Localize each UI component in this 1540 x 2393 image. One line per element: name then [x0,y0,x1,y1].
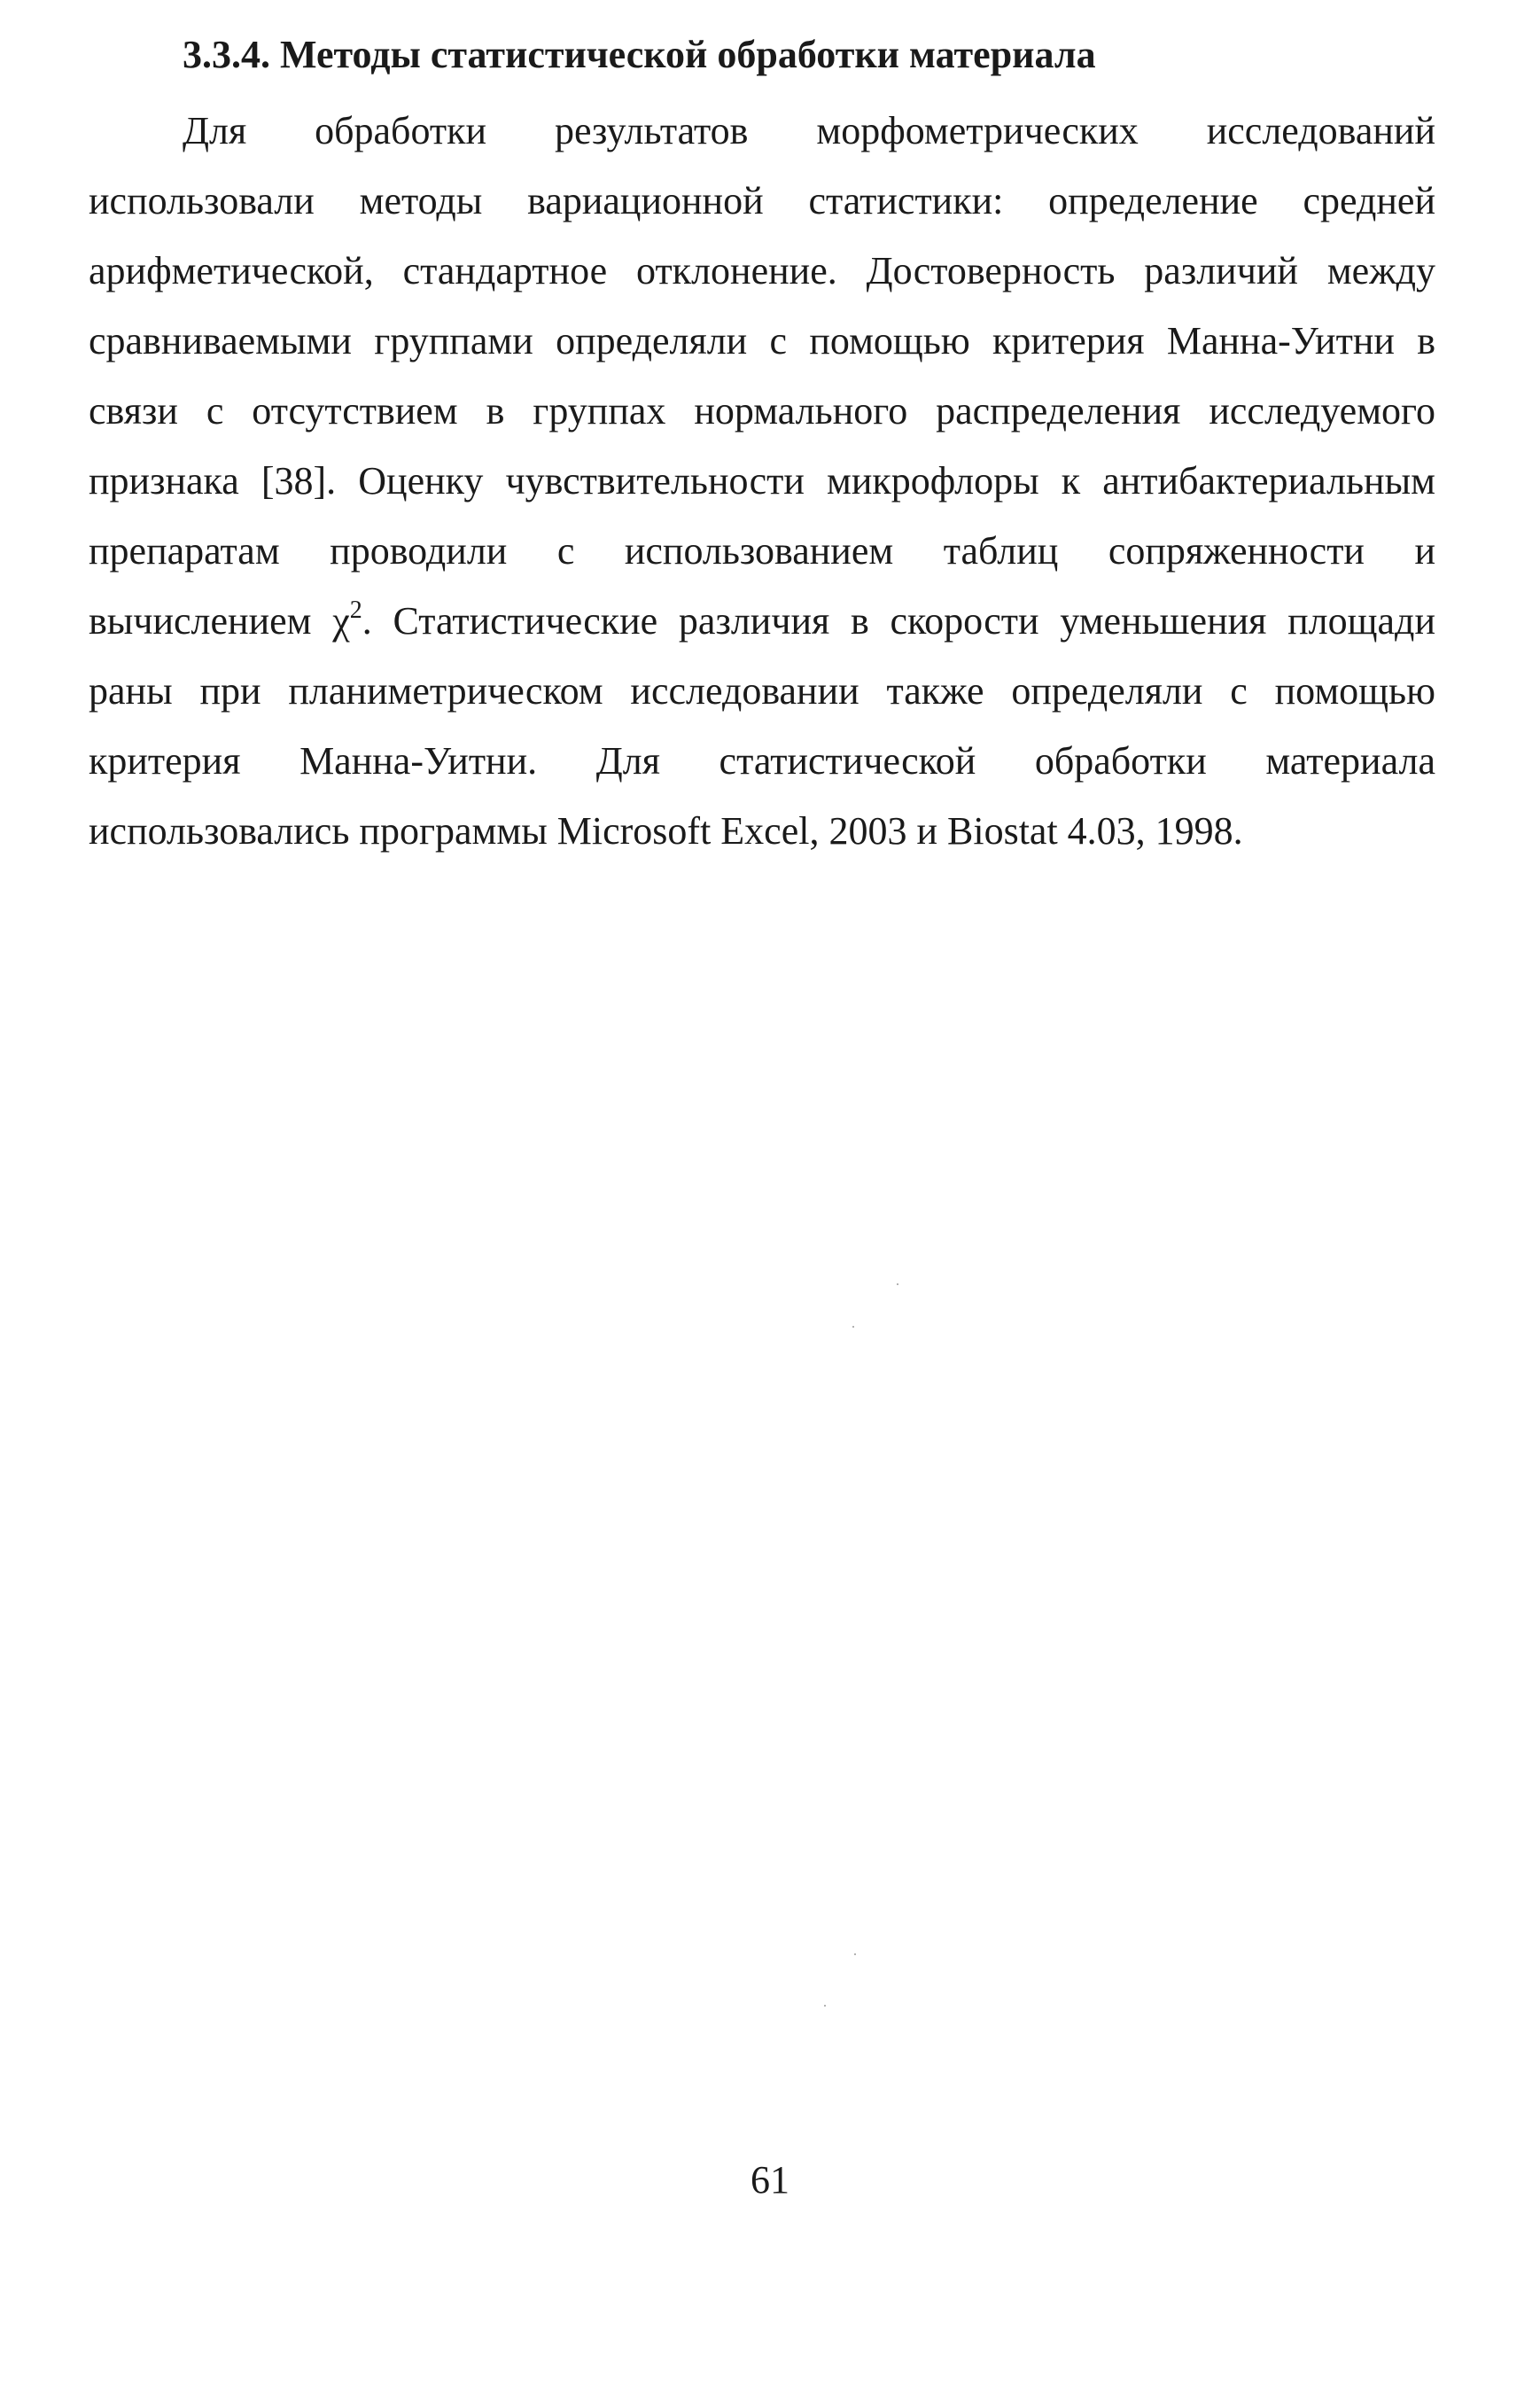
paragraph-line: раны при планиметрическом исследовании также определяли с помощью [89,669,1435,713]
scan-speck [854,1953,856,1955]
paragraph-line: признака [38]. Оценку чувствительности микрофлоры к антибактериальным [89,459,1435,503]
chi-line-suffix: . Статистические различия в скорости уменьшения площади [362,599,1435,643]
chi-exponent: 2 [349,596,362,624]
paragraph-line: сравниваемыми группами определяли с помощью критерия Манна-Уитни в [89,319,1435,362]
scan-speck [824,2005,826,2007]
page-number: 61 [751,2158,789,2202]
chi-line-prefix: вычислением [89,599,333,643]
paragraph-line: использовали методы вариационной статистики: определение средней [89,179,1435,222]
paragraph-line-chi-square [89,586,1435,656]
paragraph-line: арифметической, стандартное отклонение. Достоверность различий между [89,249,1435,292]
chi-symbol: χ [332,599,350,643]
paragraph-line-last: использовались программы Microsoft Excel, 2003 и Biostat 4.03, 1998. [89,809,1243,853]
body-paragraph [89,96,1435,866]
paragraph-line: связи с отсутствием в группах нормального распределения исследуемого [89,389,1435,433]
paragraph-line: препаратам проводили с использованием таблиц сопряженности и [89,529,1435,573]
section-heading: 3.3.4. Методы статистической обработки материала [183,33,1096,76]
scan-speck [852,1326,854,1328]
paragraph-line: критерия Манна-Уитни. Для статистической обработки материала [89,739,1435,783]
paragraph-line: Для обработки результатов морфометрических исследований [183,109,1435,152]
scan-speck [897,1283,898,1285]
